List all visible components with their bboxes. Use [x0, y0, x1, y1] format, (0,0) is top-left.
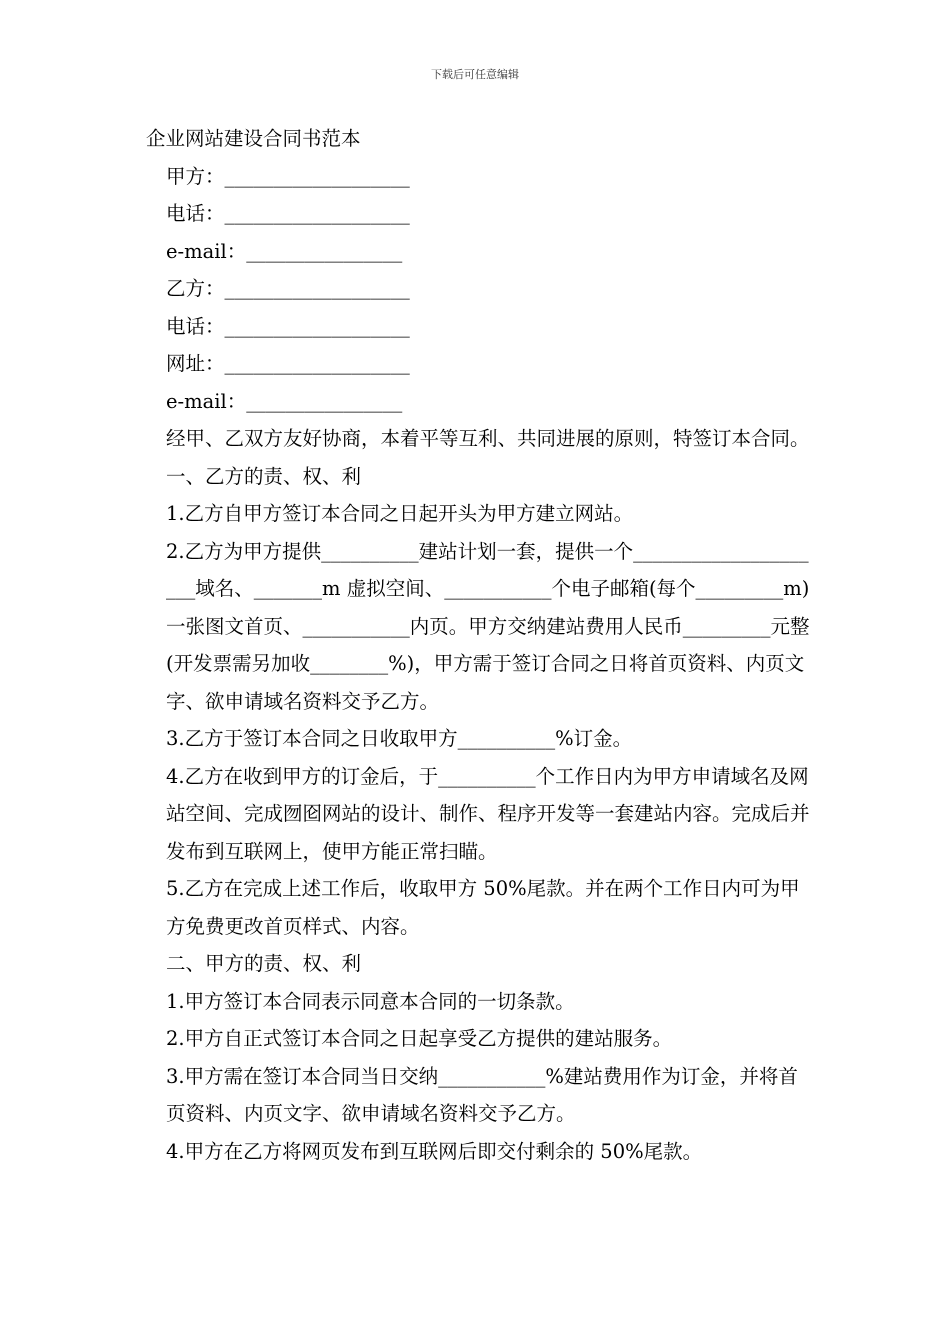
page-header-note: 下载后可任意编辑	[431, 68, 519, 81]
document-title: 企业网站建设合同书范本	[146, 127, 361, 150]
party-a-email-field: e-mail：________________	[166, 239, 403, 263]
section-1-item-2: 2.乙方为甲方提供__________建站计划一套，提供一个_____________________域名、_______m 虚拟空间、___________个电子邮箱(每个_________m)一张图文首页、___________内页。甲方交纳建站费用人民币_________元整(开发票需另加收________%)，甲方需于签订合同之日将首页资料、内页文字、欲申请域名资料交予乙方。	[166, 539, 810, 713]
section-2-item-3: 3.甲方需在签订本合同当日交纳___________%建站费用作为订金，并将首页资料、内页文字、欲申请域名资料交予乙方。	[166, 1064, 798, 1125]
party-b-phone-field: 电话：___________________	[166, 314, 410, 338]
section-2-item-1: 1.甲方签订本合同表示同意本合同的一切条款。	[166, 989, 575, 1013]
section-1-heading: 一、乙方的责、权、利	[166, 464, 362, 488]
party-a-field: 甲方：___________________	[166, 164, 410, 188]
intro-paragraph: 经甲、乙双方友好协商，本着平等互利、共同进展的原则，特签订本合同。	[166, 427, 810, 450]
section-1-item-1: 1.乙方自甲方签订本合同之日起开头为甲方建立网站。	[166, 502, 634, 525]
section-1-item-4: 4.乙方在收到甲方的订金后，于__________个工作日内为甲方申请域名及网站空间、完成囫囵网站的设计、制作、程序开发等一套建站内容。完成后并发布到互联网上，使甲方能正常扫瞄。	[166, 764, 810, 863]
section-1-item-3: 3.乙方于签订本合同之日收取甲方__________%订金。	[166, 727, 633, 750]
party-info-block	[146, 158, 816, 421]
section-2-item-2: 2.甲方自正式签订本合同之日起享受乙方提供的建站服务。	[166, 1027, 673, 1050]
party-b-field: 乙方：___________________	[166, 277, 410, 300]
section-2-item-4: 4.甲方在乙方将网页发布到互联网后即交付剩余的 50%尾款。	[166, 1139, 703, 1163]
document-body	[146, 120, 816, 1170]
party-b-email-field: e-mail：________________	[166, 389, 403, 413]
party-b-website-field: 网址：___________________	[166, 352, 410, 375]
party-a-phone-field: 电话：___________________	[166, 202, 410, 225]
section-2-heading: 二、甲方的责、权、利	[166, 952, 362, 975]
section-1-item-5: 5.乙方在完成上述工作后，收取甲方 50%尾款。并在两个工作日内可为甲方免费更改首页样式、内容。	[166, 877, 800, 938]
